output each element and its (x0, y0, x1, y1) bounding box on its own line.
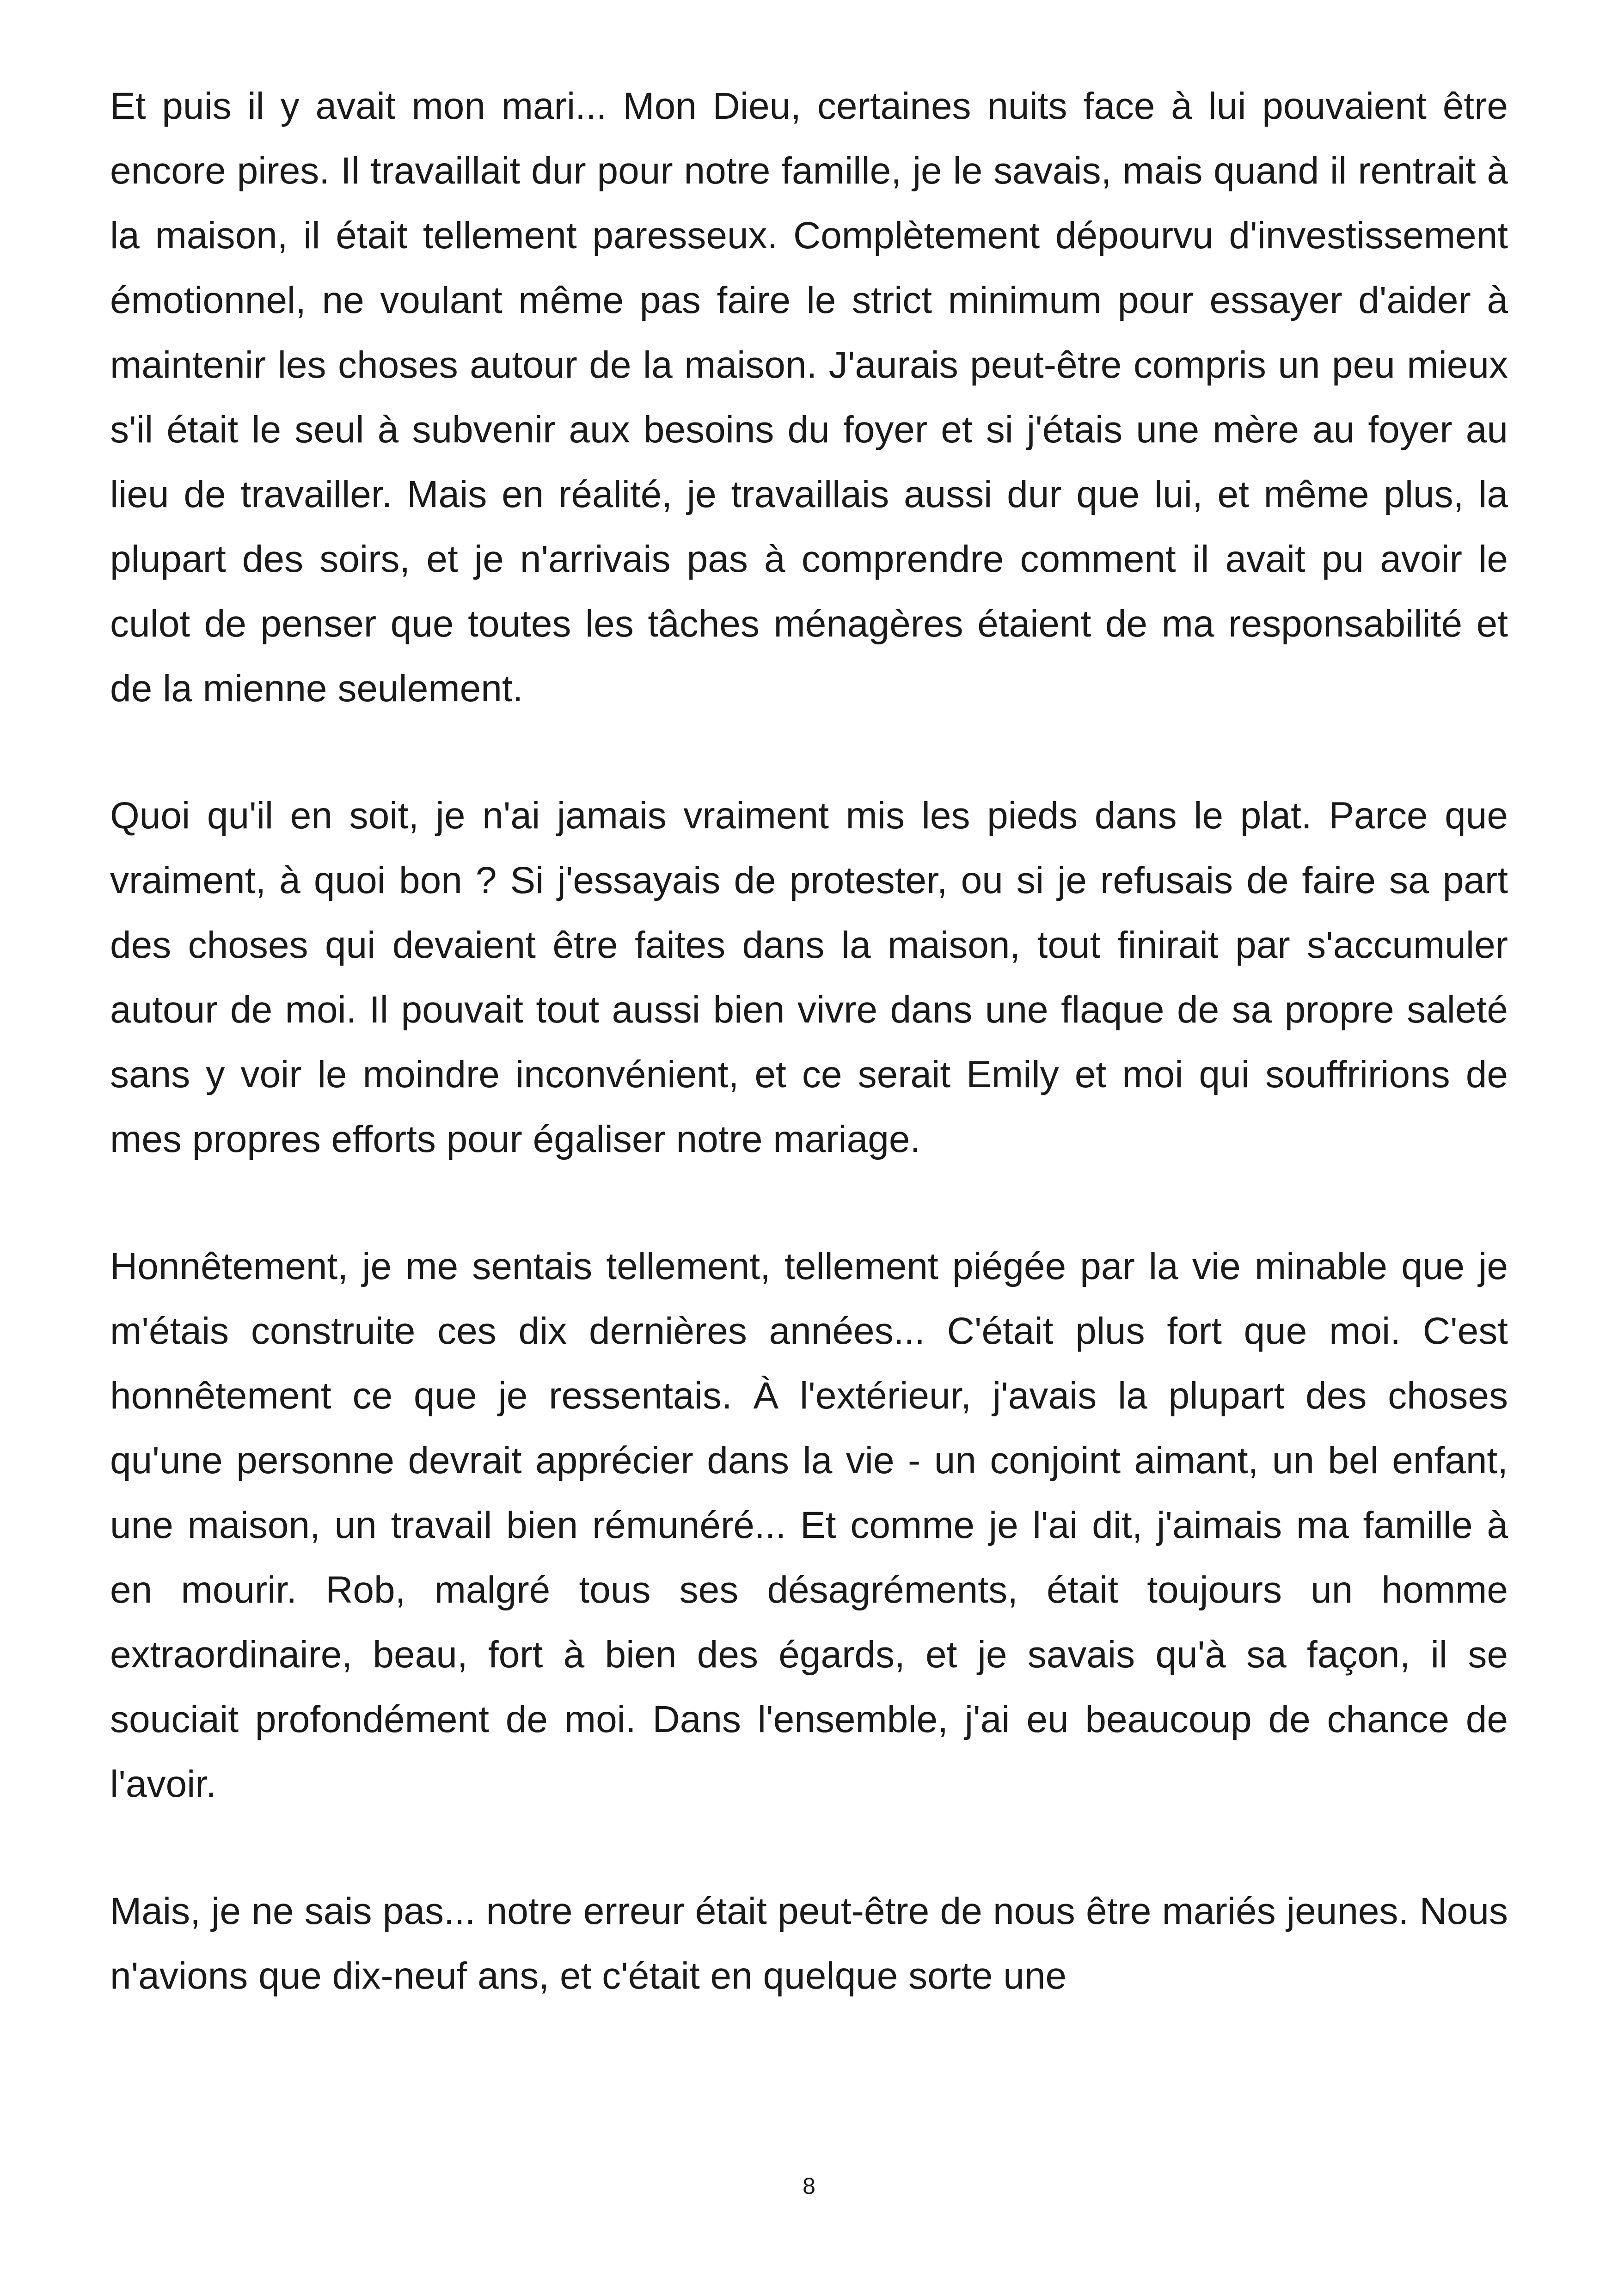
paragraph-3: Honnêtement, je me sentais tellement, tellement piégée par la vie minable que je m'étais construite ces dix dernières années... C'était plus fort que moi. C'est honnêtement ce que je ressentais. À l'extérieur, j'avais la plupart des choses qu'une personne devrait apprécier dans la vie - un conjoint aimant, un bel enfant, une maison, un travail bien rémunéré... Et comme je l'ai dit, j'aimais ma famille à en mourir. Rob, malgré tous ses désagréments, était toujours un homme extraordinaire, beau, fort à bien des égards, et je savais qu'à sa façon, il se souciait profondément de moi. Dans l'ensemble, j'ai eu beaucoup de chance de l'avoir. (110, 1245, 1508, 1805)
page-number: 8 (803, 2173, 815, 2199)
paragraph-1: Et puis il y avait mon mari... Mon Dieu, certaines nuits face à lui pouvaient être encore pires. Il travaillait dur pour notre famille, je le savais, mais quand il rentrait à la maison, il était tellement paresseux. Complètement dépourvu d'investissement émotionnel, ne voulant même pas faire le strict minimum pour essayer d'aider à maintenir les choses autour de la maison. J'aurais peut-être compris un peu mieux s'il était le seul à subvenir aux besoins du foyer et si j'étais une mère au foyer au lieu de travailler. Mais en réalité, je travaillais aussi dur que lui, et même plus, la plupart des soirs, et je n'arrivais pas à comprendre comment il avait pu avoir le culot de penser que toutes les tâches ménagères étaient de ma responsabilité et de la mienne seulement. (110, 85, 1508, 710)
body-text (110, 74, 1508, 2071)
paragraph-4: Mais, je ne sais pas... notre erreur était peut-être de nous être mariés jeunes. Nous n'avions que dix-neuf ans, et c'était en quelque sorte une (110, 1890, 1508, 1997)
paragraph-2: Quoi qu'il en soit, je n'ai jamais vraiment mis les pieds dans le plat. Parce que vraiment, à quoi bon ? Si j'essayais de protester, ou si je refusais de faire sa part des choses qui devaient être faites dans la maison, tout finirait par s'accumuler autour de moi. Il pouvait tout aussi bien vivre dans une flaque de sa propre saleté sans y voir le moindre inconvénient, et ce serait Emily et moi qui souffririons de mes propres efforts pour égaliser notre mariage. (110, 795, 1508, 1160)
